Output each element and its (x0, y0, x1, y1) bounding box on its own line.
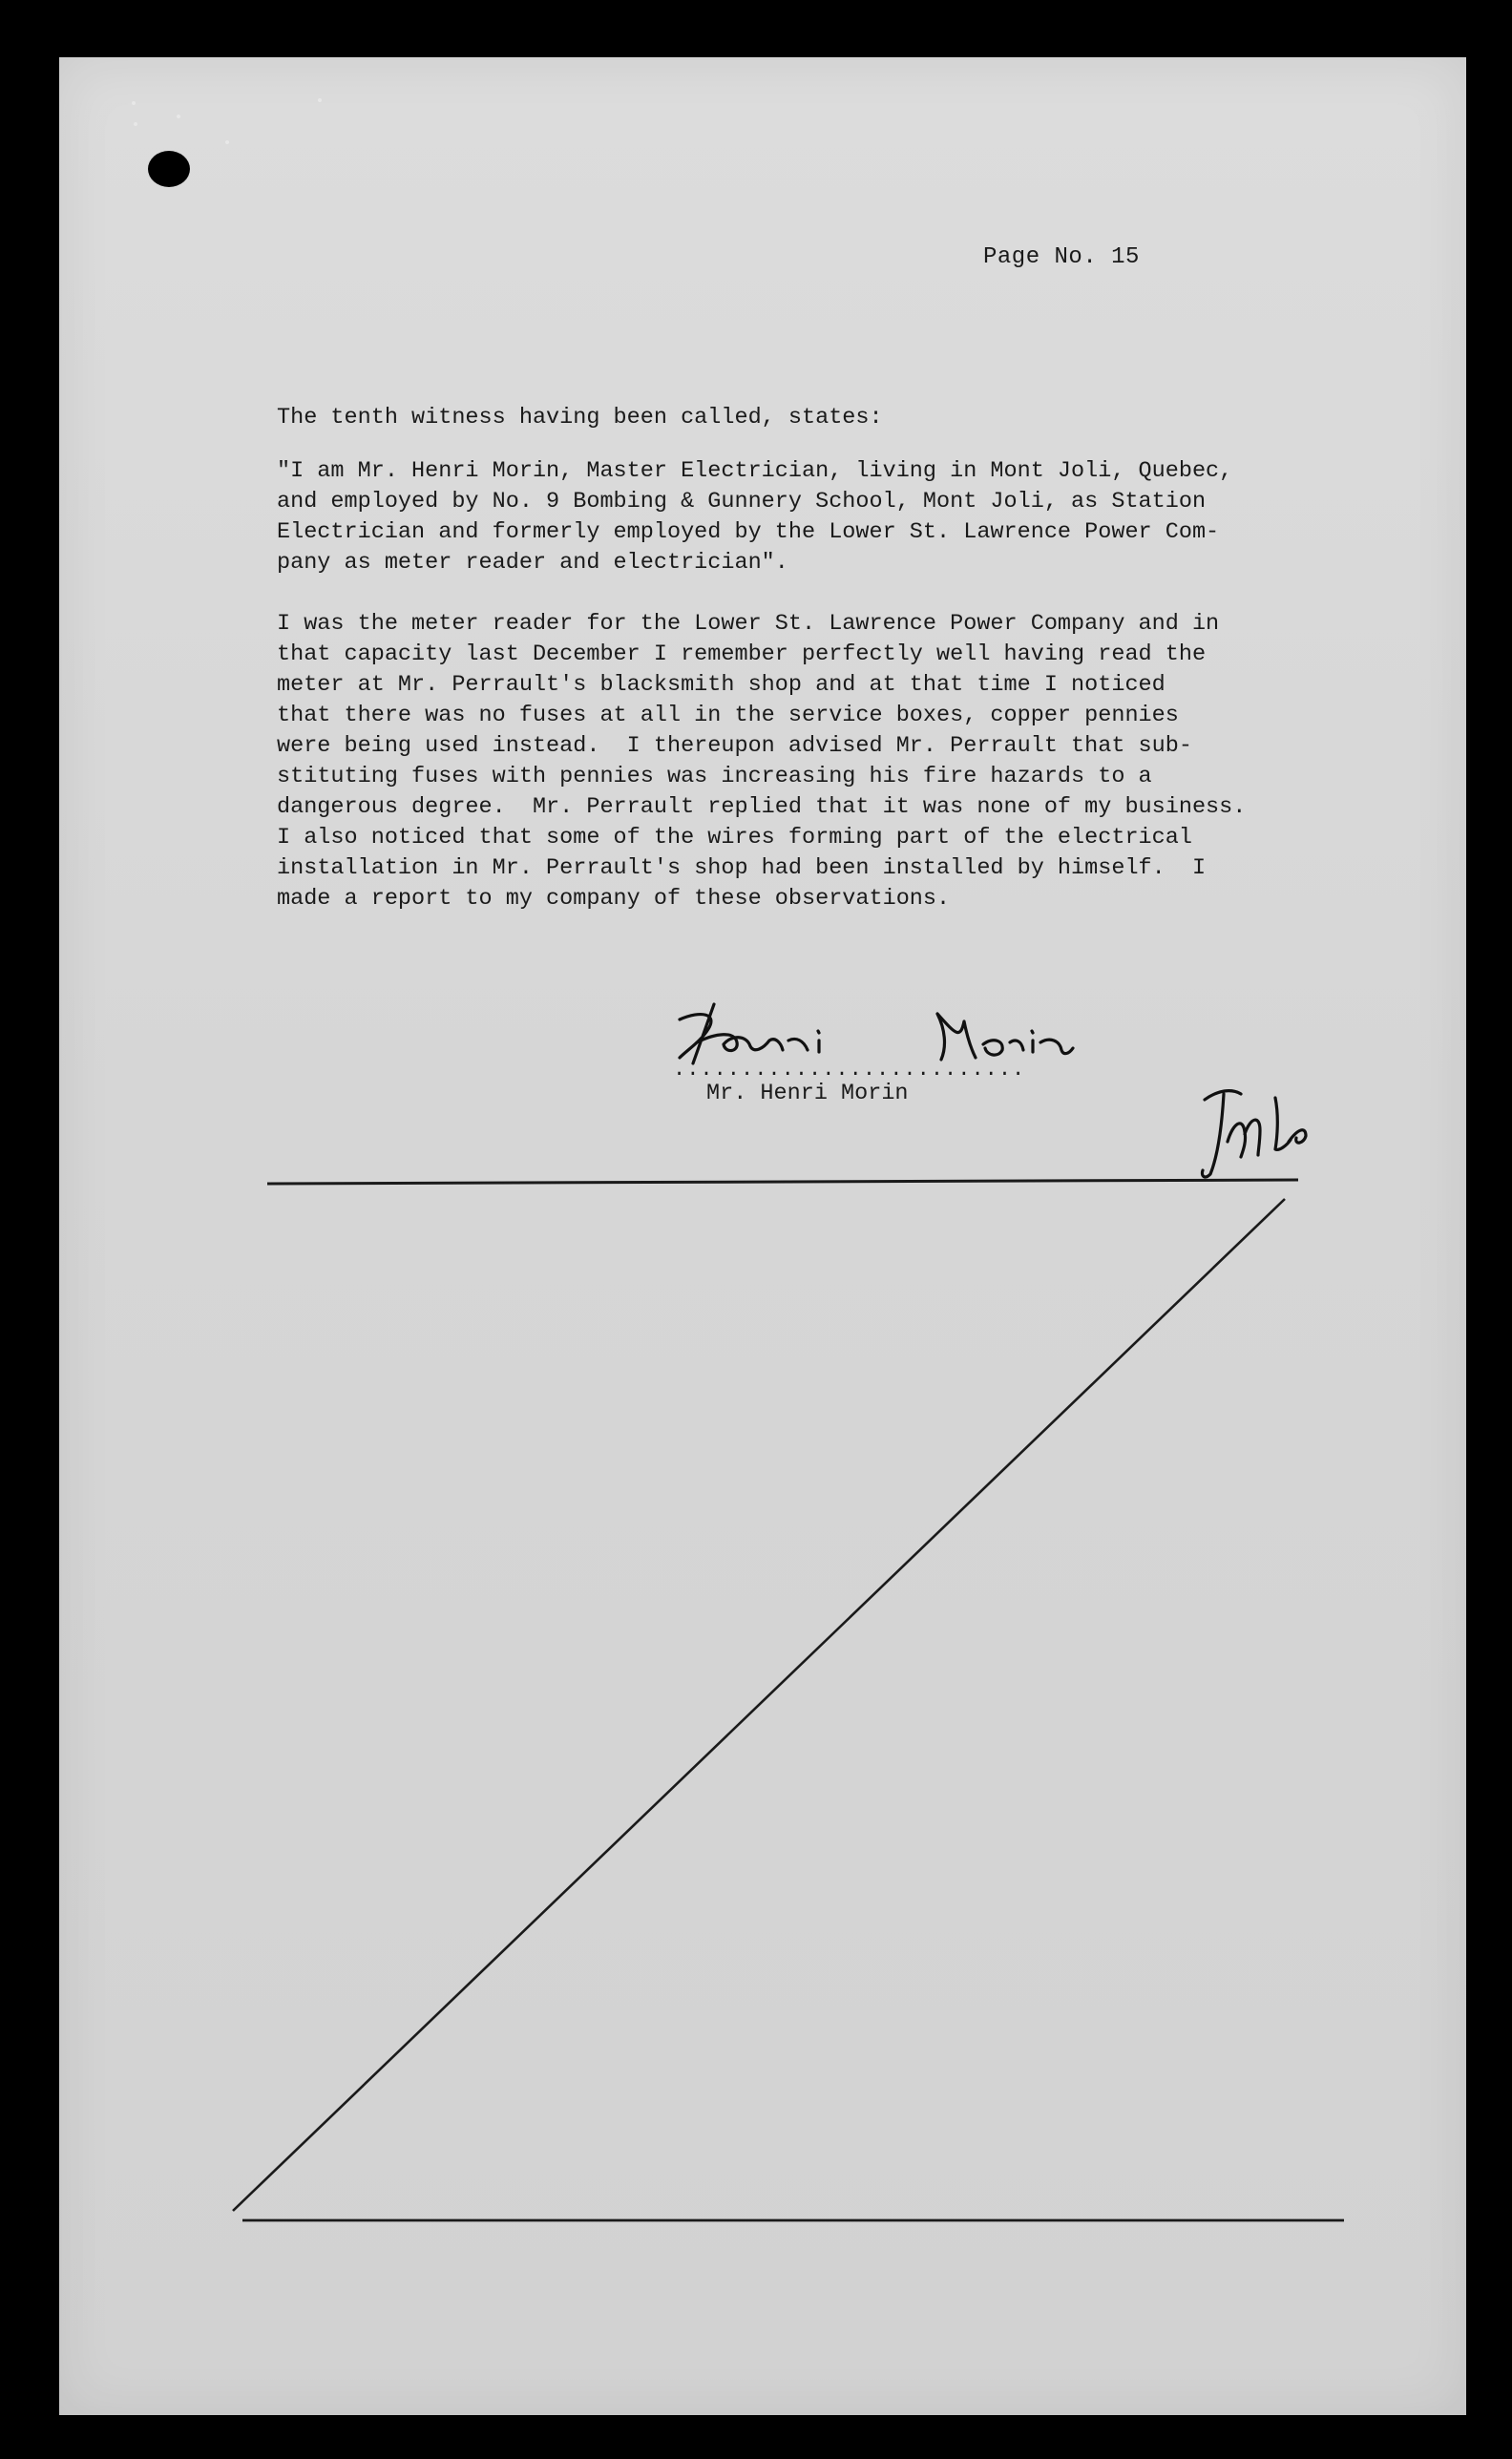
scan-speck (134, 122, 137, 126)
testimony-line: I also noticed that some of the wires forming part of the electrical (277, 825, 1192, 851)
testimony-line: that there was no fuses at all in the service boxes, copper pennies (277, 703, 1179, 728)
testimony-line: meter at Mr. Perrault's blacksmith shop and at that time I noticed (277, 672, 1166, 698)
scan-speck (225, 140, 229, 144)
testimony-line: made a report to my company of these observations. (277, 886, 951, 912)
testimony-line: stituting fuses with pennies was increasing his fire hazards to a (277, 764, 1152, 789)
testimony-line: dangerous degree. Mr. Perrault replied that it was none of my business. (277, 794, 1247, 820)
witness-intro: The tenth witness having been called, states: (277, 405, 883, 431)
scan-speck (132, 101, 136, 105)
witness-statement (277, 456, 1232, 578)
statement-line: Electrician and formerly employed by the Lower St. Lawrence Power Com- (277, 519, 1220, 545)
statement-line: pany as meter reader and electrician". (277, 550, 788, 576)
statement-line: "I am Mr. Henri Morin, Master Electrician, living in Mont Joli, Quebec, (277, 458, 1233, 484)
statement-line: and employed by No. 9 Bombing & Gunnery School, Mont Joli, as Station (277, 489, 1207, 515)
signer-name: Mr. Henri Morin (706, 1081, 909, 1106)
signature-dotted-line: .......................... (673, 1058, 1026, 1082)
testimony-line: that capacity last December I remember perfectly well having read the (277, 641, 1207, 667)
testimony-line: were being used instead. I thereupon advised Mr. Perrault that sub- (277, 733, 1192, 759)
scan-speck (318, 98, 322, 102)
testimony-line: I was the meter reader for the Lower St. Lawrence Power Company and in (277, 611, 1220, 637)
punch-hole (148, 151, 190, 187)
page-number: Page No. 15 (983, 244, 1140, 270)
scan-speck (177, 115, 180, 118)
testimony-line: installation in Mr. Perrault's shop had been installed by himself. I (277, 855, 1207, 881)
witness-testimony (277, 609, 1246, 914)
